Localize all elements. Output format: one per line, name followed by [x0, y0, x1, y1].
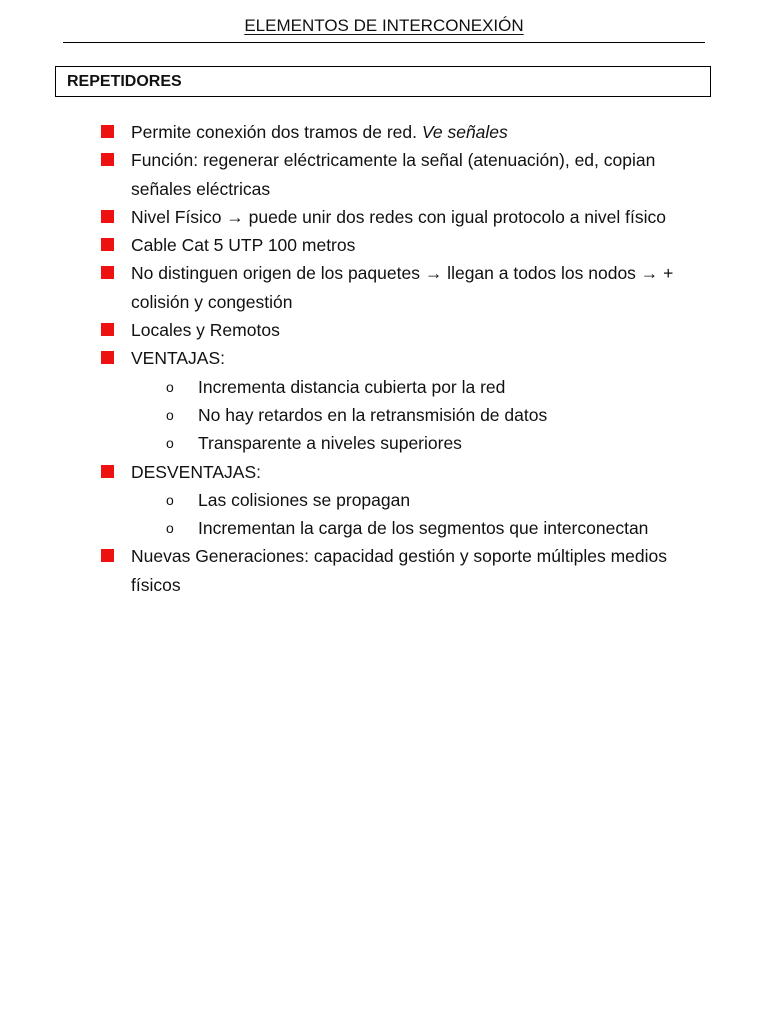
sub-list-item-text: Las colisiones se propagan	[198, 489, 411, 510]
list-item	[0, 259, 768, 316]
red-square-bullet-icon	[101, 323, 114, 336]
sub-list-item-text: Transparente a niveles superiores	[198, 433, 462, 454]
list-item	[0, 118, 768, 146]
list-item-text: Nuevas Generaciones: capacidad gestión y soporte múltiples medios físicos	[131, 546, 667, 595]
sub-list-item	[0, 401, 768, 429]
circle-bullet-icon: o	[166, 406, 174, 423]
list-item-text-plain: Permite conexión dos tramos de red.	[131, 122, 422, 142]
red-square-bullet-icon	[101, 153, 114, 166]
red-square-bullet-icon	[101, 351, 114, 364]
sub-list-item	[0, 514, 768, 542]
red-square-bullet-icon	[101, 465, 114, 478]
sub-list-item-text: No hay retardos en la retransmisión de datos	[198, 404, 548, 425]
bullet-list	[0, 118, 768, 599]
list-item	[0, 146, 768, 203]
section-heading-box	[55, 66, 711, 97]
circle-bullet-icon: o	[166, 435, 174, 452]
circle-bullet-icon: o	[166, 491, 174, 508]
list-item	[0, 316, 768, 344]
list-item-text: Locales y Remotos	[131, 320, 280, 341]
list-item-text	[131, 122, 508, 142]
red-square-bullet-icon	[101, 210, 114, 223]
circle-bullet-icon: o	[166, 520, 174, 537]
list-item	[0, 231, 768, 259]
red-square-bullet-icon	[101, 125, 114, 138]
list-item-text-emphasis: Ve señales	[421, 122, 508, 142]
page-title: ELEMENTOS DE INTERCONEXIÓN	[244, 16, 524, 35]
list-item	[0, 203, 768, 231]
list-item-text: Nivel Físico → puede unir dos redes con igual protocolo a nivel físico	[131, 206, 666, 227]
sub-list-item	[0, 486, 768, 514]
list-item-desventajas	[0, 458, 768, 486]
red-square-bullet-icon	[101, 549, 114, 562]
sub-list-item	[0, 429, 768, 457]
list-item-text: DESVENTAJAS:	[131, 461, 261, 482]
list-item-text: VENTAJAS:	[131, 348, 226, 369]
sub-list-item-text: Incrementan la carga de los segmentos que interconectan	[198, 518, 649, 539]
sub-list-item-text: Incrementa distancia cubierta por la red	[198, 376, 506, 397]
red-square-bullet-icon	[101, 266, 114, 279]
list-item-text: No distinguen origen de los paquetes → llegan a todos los nodos → + colisión y congestión	[131, 263, 674, 312]
list-item-ventajas	[0, 344, 768, 372]
title-divider	[63, 42, 705, 43]
sub-list-item	[0, 373, 768, 401]
section-heading: REPETIDORES	[67, 73, 182, 90]
list-item	[0, 542, 768, 599]
red-square-bullet-icon	[101, 238, 114, 251]
list-item-text: Función: regenerar eléctricamente la señal (atenuación), ed, copian señales eléctricas	[131, 150, 656, 199]
circle-bullet-icon: o	[166, 378, 174, 395]
list-item-text: Cable Cat 5 UTP 100 metros	[131, 235, 356, 256]
